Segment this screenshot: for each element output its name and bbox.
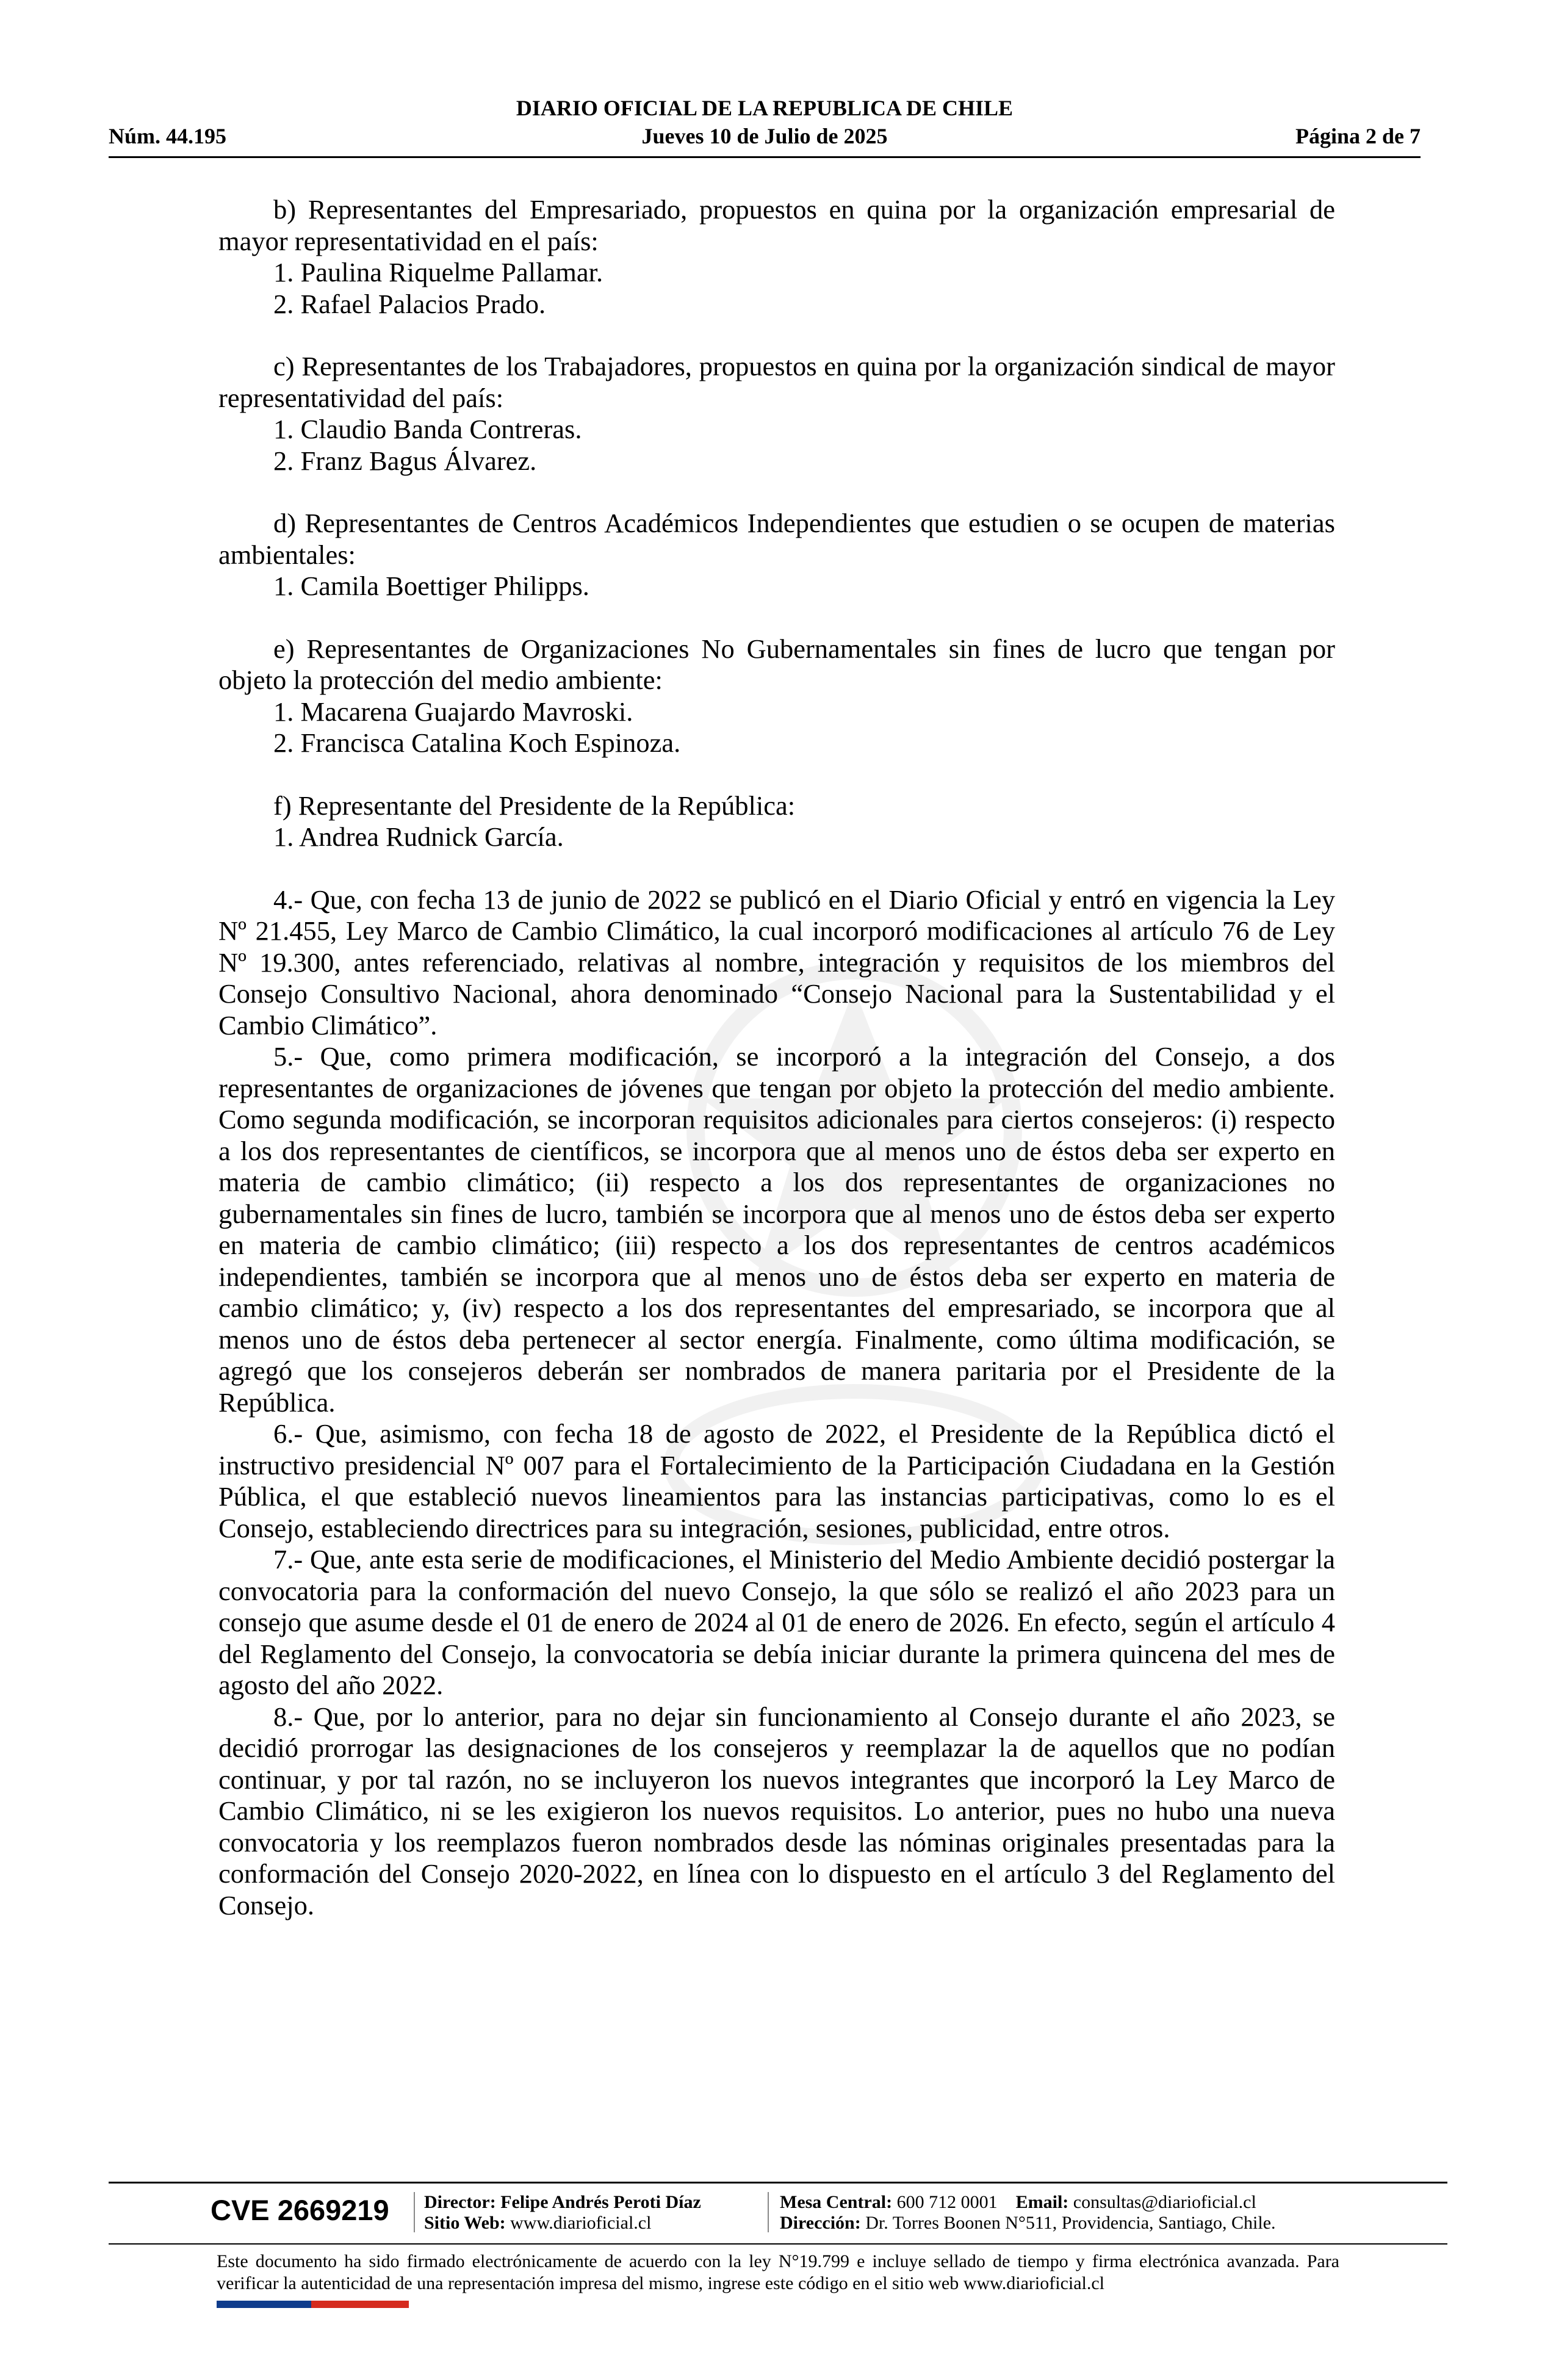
email-link[interactable]: consultas@diarioficial.cl <box>1073 2192 1256 2212</box>
list-item: 1. Andrea Rudnick García. <box>273 821 564 852</box>
paragraph-4: 4.- Que, con fecha 13 de junio de 2022 se publicó en el Diario Oficial y entró en vigencia la Ley Nº 21.455, Ley Marco de Cambio Climático, la cual incorporó modificaciones al artículo 76 de Ley Nº 19.300, antes referenciado, relativas al nombre, integración y requisitos de los miembros del Consejo Consultivo Nacional, ahora denominado “Consejo Nacional para la Sustentabilidad y el Cambio Climático”. <box>218 884 1335 1040</box>
address-label: Dirección: <box>780 2213 861 2233</box>
list-item: 2. Rafael Palacios Prado. <box>273 288 546 319</box>
list-item: 1. Paulina Riquelme Pallamar. <box>273 257 603 287</box>
footer-separator <box>414 2192 415 2232</box>
issue-date: Jueves 10 de Julio de 2025 <box>641 124 888 148</box>
section-heading-d: d) Representantes de Centros Académicos Independientes que estudien o se ocupen de materias ambientales: <box>218 508 1335 570</box>
mesa-label: Mesa Central: <box>780 2192 893 2212</box>
website-link[interactable]: www.diarioficial.cl <box>510 2213 652 2233</box>
page-number: Página 2 de 7 <box>1295 124 1421 148</box>
director-name: Felipe Andrés Peroti Díaz <box>500 2192 701 2212</box>
list-item: 1. Camila Boettiger Philipps. <box>273 571 589 601</box>
footer-separator <box>768 2192 769 2232</box>
paragraph-5: 5.- Que, como primera modificación, se incorporó a la integración del Consejo, a dos representantes de organizaciones de jóvenes que tengan por objeto la protección del medio ambiente. Como segunda modificación, se incorporan requisitos adicionales para ciertos consejeros: (i) respecto a los dos representantes de científicos, se incorpora que al menos uno de éstos deba ser experto en materia de cambio climático; (ii) respecto a los dos representantes de organizaciones no gubernamentales sin fines de lucro, también se incorpora que al menos uno de éstos deba ser experto en materia de cambio climático; (iii) respecto a los dos representantes de centros académicos independientes, también se incorpora que al menos uno de éstos deba ser experto en materia de cambio climático; y, (iv) respecto a los dos representantes del empresariado, se incorpora que al menos uno de éstos deba pertenecer al sector energía. Finalmente, como última modificación, se agregó que los consejeros deberán ser nombrados de manera paritaria por el Presidente de la República. <box>218 1041 1335 1418</box>
list-item: 2. Francisca Catalina Koch Espinoza. <box>273 727 681 758</box>
page-header <box>109 95 1421 159</box>
footer-contact-left <box>424 2192 701 2234</box>
list-item: 1. Claudio Banda Contreras. <box>273 414 582 444</box>
footer-contact-right <box>780 2192 1276 2234</box>
section-heading-e: e) Representantes de Organizaciones No Gubernamentales sin fines de lucro que tengan por objeto la protección del medio ambiente: <box>218 633 1335 695</box>
footer-divider <box>109 2182 1447 2183</box>
mesa-phone: 600 712 0001 <box>896 2192 998 2212</box>
paragraph-6: 6.- Que, asimismo, con fecha 18 de agosto de 2022, el Presidente de la República dictó el instructivo presidencial Nº 007 para el Fortalecimiento de la Participación Ciudadana en la Gestión Pública, el que estableció nuevos lineamientos para las instancias participativas, como lo es el Consejo, estableciendo directrices para su integración, sesiones, publicidad, entre otros. <box>218 1418 1335 1543</box>
cve-code: CVE 2669219 <box>211 2194 389 2226</box>
document-body <box>218 194 1335 1921</box>
flag-stripe-red <box>311 2301 409 2308</box>
section-heading-b: b) Representantes del Empresariado, propuestos en quina por la organización empresarial de mayor representatividad en el país: <box>218 194 1335 256</box>
newspaper-title: DIARIO OFICIAL DE LA REPUBLICA DE CHILE <box>516 96 1014 120</box>
website-label: Sitio Web: <box>424 2213 506 2233</box>
section-heading-f: f) Representante del Presidente de la República: <box>273 790 796 821</box>
flag-stripe-blue <box>217 2301 311 2308</box>
footer-divider-2 <box>109 2243 1447 2245</box>
address-value: Dr. Torres Boonen N°511, Providencia, Santiago, Chile. <box>865 2213 1276 2233</box>
director-label: Director: <box>424 2192 496 2212</box>
issue-number: Núm. 44.195 <box>109 124 227 148</box>
paragraph-7: 7.- Que, ante esta serie de modificaciones, el Ministerio del Medio Ambiente decidió postergar la convocatoria para la conformación del nuevo Consejo, la que sólo se realizó el año 2023 para un consejo que asume desde el 01 de enero de 2024 al 01 de enero de 2026. En efecto, según el artículo 4 del Reglamento del Consejo, la convocatoria se debía iniciar durante la primera quincena del mes de agosto del año 2022. <box>218 1544 1335 1700</box>
header-divider <box>109 156 1421 158</box>
list-item: 2. Franz Bagus Álvarez. <box>273 445 537 476</box>
list-item: 1. Macarena Guajardo Mavroski. <box>273 696 633 727</box>
legal-notice: Este documento ha sido firmado electrónicamente de acuerdo con la ley N°19.799 e incluye sellado de tiempo y firma electrónica avanzada. Para verificar la autenticidad de una representación impresa del mismo, ingrese este código en el sitio web www.diarioficial.cl <box>217 2251 1339 2293</box>
section-heading-c: c) Representantes de los Trabajadores, propuestos en quina por la organización sindical de mayor representatividad del país: <box>218 351 1335 413</box>
paragraph-8: 8.- Que, por lo anterior, para no dejar sin funcionamiento al Consejo durante el año 2023, se decidió prorrogar las designaciones de los consejeros y reemplazar la de aquellos que no podían continuar, y por tal razón, no se incluyeron los nuevos integrantes que incorporó la Ley Marco de Cambio Climático, ni se les exigieron los nuevos requisitos. Lo anterior, pues no hubo una nueva convocatoria y los reemplazos fueron nombrados desde las nóminas originales presentadas para la conformación del Consejo 2020-2022, en línea con lo dispuesto en el artículo 3 del Reglamento del Consejo. <box>218 1701 1335 1920</box>
email-label: Email: <box>1015 2192 1069 2212</box>
